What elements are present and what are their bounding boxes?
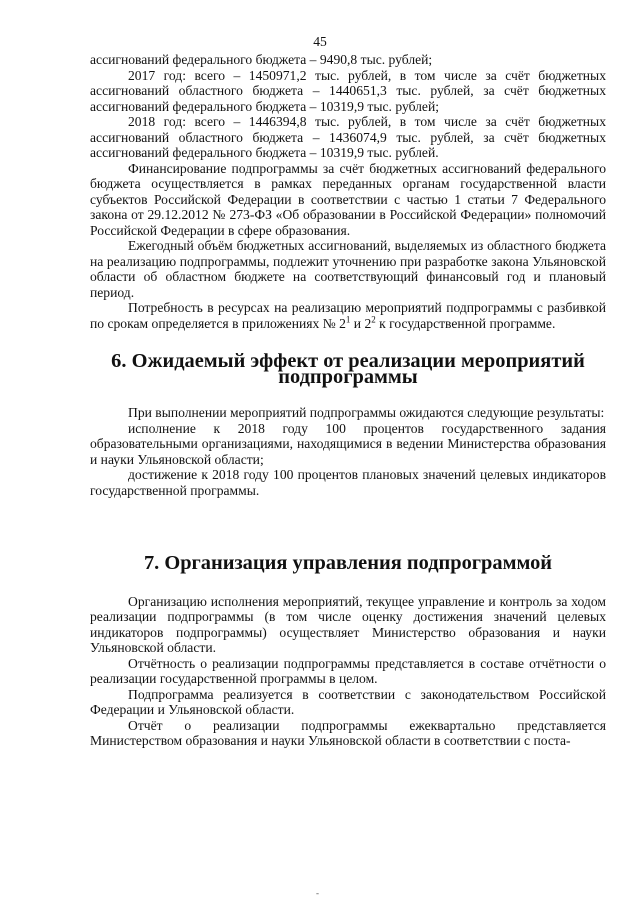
- resources-text-part1: Потребность в ресурсах на реализацию мероприятий подпрограммы с разбивкой по срокам определяется в приложениях № 2: [90, 300, 606, 331]
- resources-text-part2: к государственной программе.: [375, 315, 556, 331]
- resources-paragraph: [90, 300, 606, 331]
- section-7-paragraph: Отчёт о реализации подпрограммы ежеквартально представляется Министерством образования и науки Ульяновской области в соответствии с поста-: [90, 717, 606, 748]
- paragraph: 2018 год: всего – 1446394,8 тыс. рублей, в том числе за счёт бюджетных ассигнований областного бюджета – 1436074,9 тыс. рублей, за счёт бюджетных ассигнований федерального бюджета – 10319,9 тыс. рублей.: [90, 114, 606, 160]
- superscript-1: 1: [345, 313, 351, 324]
- section-6-item: достижение к 2018 году 100 процентов плановых значений целевых индикаторов государственной программы.: [90, 467, 606, 498]
- document-body: [90, 52, 606, 749]
- section-7-heading: 7. Организация управления подпрограммой: [143, 552, 553, 574]
- section-7-paragraph: Отчётность о реализации подпрограммы представляется в составе отчётности о реализации государственной программы в целом.: [90, 655, 606, 686]
- page-number: 45: [313, 34, 327, 49]
- section-7-paragraph: Организацию исполнения мероприятий, текущее управление и контроль за ходом реализации подпрограммы (в том числе оценку достижения значений целевых индикаторов подпрограммы) осуществляет Министерство образования и науки Ульяновской области.: [90, 593, 606, 655]
- footer-mark: -: [316, 888, 319, 898]
- section-6-item: исполнение к 2018 году 100 процентов государственного задания образовательными организациями, находящимися в ведении Министерства образования и науки Ульяновской области;: [90, 420, 606, 467]
- paragraph: ассигнований федерального бюджета – 9490,8 тыс. рублей;: [90, 52, 433, 67]
- paragraph: 2017 год: всего – 1450971,2 тыс. рублей, в том числе за счёт бюджетных ассигнований областного бюджета – 1440651,3 тыс. рублей, за счёт бюджетных ассигнований федерального бюджета – 10319,9 тыс. рублей;: [90, 67, 606, 114]
- section-7-paragraph: Подпрограмма реализуется в соответствии с законодательством Российской Федерации и Ульяновской области.: [90, 686, 606, 717]
- resources-text-and: и 2: [350, 315, 372, 331]
- section-6-intro: При выполнении мероприятий подпрограммы ожидаются следующие результаты:: [128, 405, 605, 420]
- paragraph: Финансирование подпрограммы за счёт бюджетных ассигнований федерального бюджета осуществляется в рамках переданных органам государственной власти субъектов Российской Федерации в соответствии с частью 1 статьи 7 Федерального закона от 29.12.2012 № 273-ФЗ «Об образовании в Российской Федерации» полномочий Российской Федерации в сфере образования.: [90, 160, 606, 238]
- section-6-heading: 6. Ожидаемый эффект от реализации мероприятий подпрограммы: [111, 350, 585, 388]
- paragraph: Ежегодный объём бюджетных ассигнований, выделяемых из областного бюджета на реализацию подпрограммы, подлежит уточнению при разработке закона Ульяновской области об областном бюджете на соответствующий финансовый год и плановый период.: [90, 238, 606, 300]
- superscript-2: 2: [371, 313, 376, 324]
